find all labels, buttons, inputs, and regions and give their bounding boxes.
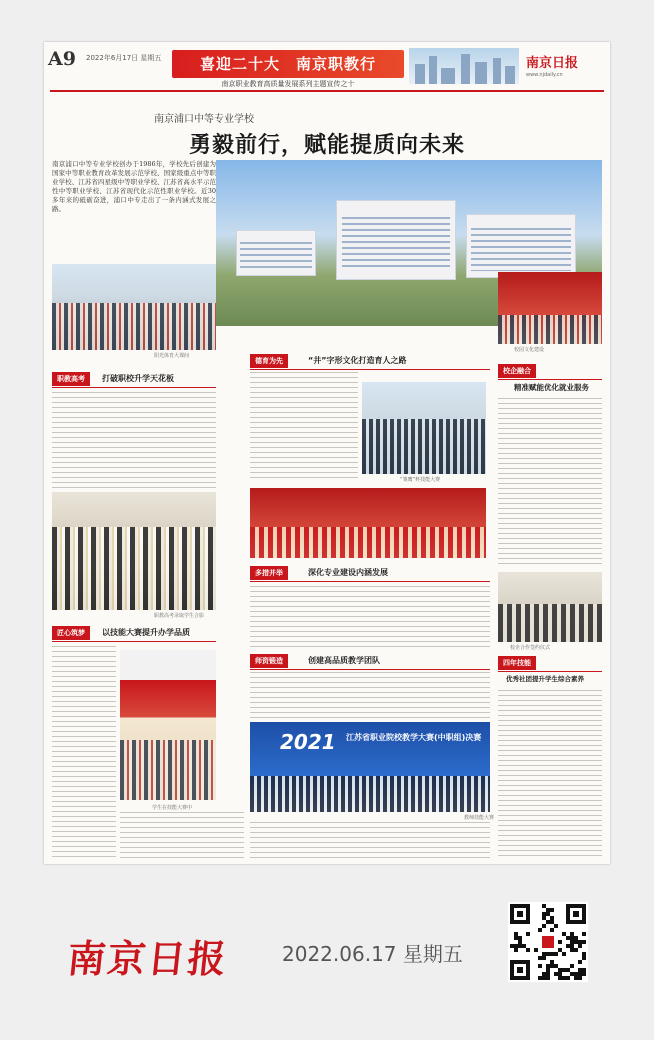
newspaper-page <box>44 42 610 864</box>
cadet-photo-caption: “雏鹰”杯技能大赛 <box>400 477 441 483</box>
stage-photo <box>250 488 486 558</box>
section-header-culture <box>250 354 490 368</box>
qr-logo-icon <box>540 934 556 950</box>
section-title: 创建高品质教学团队 <box>308 656 380 665</box>
section-title: 打破职校升学天花板 <box>102 374 174 383</box>
section-tag: 多措并举 <box>250 566 288 580</box>
theme-banner-title: 喜迎二十大 南京职教行 <box>199 55 376 73</box>
section-header-teachers <box>250 654 490 668</box>
campus-event-caption: 校园文化建设 <box>514 347 545 353</box>
article-kicker: 南京浦口中等专业学校 <box>154 114 254 125</box>
page-number: A9 <box>48 48 76 70</box>
teaching-contest-photo <box>250 722 490 812</box>
header-url: www.njdaily.cn <box>526 72 563 78</box>
section-header-clubs <box>498 656 602 670</box>
footer-date: 2022.06.17 星期五 <box>282 942 463 966</box>
signing-photo-caption: 校企合作签约仪式 <box>510 645 551 651</box>
section-header-enterprise <box>498 364 602 378</box>
header-rule <box>50 90 604 92</box>
section-title-enterprise: 精准赋能优化就业服务 <box>514 383 589 392</box>
section-title: 以技能大赛提升办学品质 <box>102 628 190 637</box>
footer-masthead: 南京日报 <box>65 936 231 981</box>
section-header-exam <box>52 372 216 386</box>
contest-banner-year: 2021 <box>280 730 336 754</box>
contest-photo-caption: 学生在技能大赛中 <box>152 805 193 811</box>
contest-banner-title: 江苏省职业院校教学大赛(中职组)决赛 <box>346 733 482 742</box>
theme-banner-subtitle: 南京职业教育高质量发展系列主题宣传之十 <box>221 80 355 88</box>
section-title: “井”字形文化打造育人之路 <box>308 356 407 365</box>
teaching-contest-caption: 教师技能大赛 <box>464 815 495 821</box>
graduates-photo-caption: 职教高考录取学生合影 <box>154 613 205 619</box>
section-header-contest <box>52 626 216 640</box>
section-tag: 师资锻造 <box>250 654 288 668</box>
campus-event-photo <box>498 272 602 344</box>
issue-date: 2022年6月17日 星期五 <box>86 54 162 62</box>
page-header <box>44 42 610 92</box>
exercise-photo-caption: 阳光体育大课间 <box>154 353 190 359</box>
section-tag: 德育为先 <box>250 354 288 368</box>
header-skyline-image <box>409 48 519 84</box>
graduates-photo <box>52 492 216 610</box>
signing-photo <box>498 572 602 642</box>
section-tag: 匠心筑梦 <box>52 626 90 640</box>
contest-photo <box>120 650 216 800</box>
section-header-major <box>250 566 490 580</box>
article-headline: 勇毅前行，赋能提质向未来 <box>188 133 465 158</box>
section-title: 深化专业建设内涵发展 <box>308 568 388 577</box>
section-tag: 四年技能 <box>498 656 536 670</box>
cadet-photo <box>362 382 486 474</box>
qr-code <box>508 902 588 982</box>
section-tag: 校企融合 <box>498 364 536 378</box>
exercise-photo <box>52 264 216 350</box>
theme-banner <box>172 50 404 78</box>
article-lead: 南京浦口中等专业学校创办于1986年，学校先后创建为国家中等职业教育改革发展示范学校、国家级重点中等职业学校、江苏省四星级中等职业学校、江苏省高水平示范性中等职业学校、江苏省现代化示范性职业学校。近30多年来的砥砺奋进，浦口中专走出了一条内涵式发展之路。 <box>52 160 216 213</box>
header-masthead: 南京日报 <box>526 56 579 71</box>
section-tag: 职教高考 <box>52 372 90 386</box>
section-title-clubs: 优秀社团提升学生综合素养 <box>506 675 584 683</box>
